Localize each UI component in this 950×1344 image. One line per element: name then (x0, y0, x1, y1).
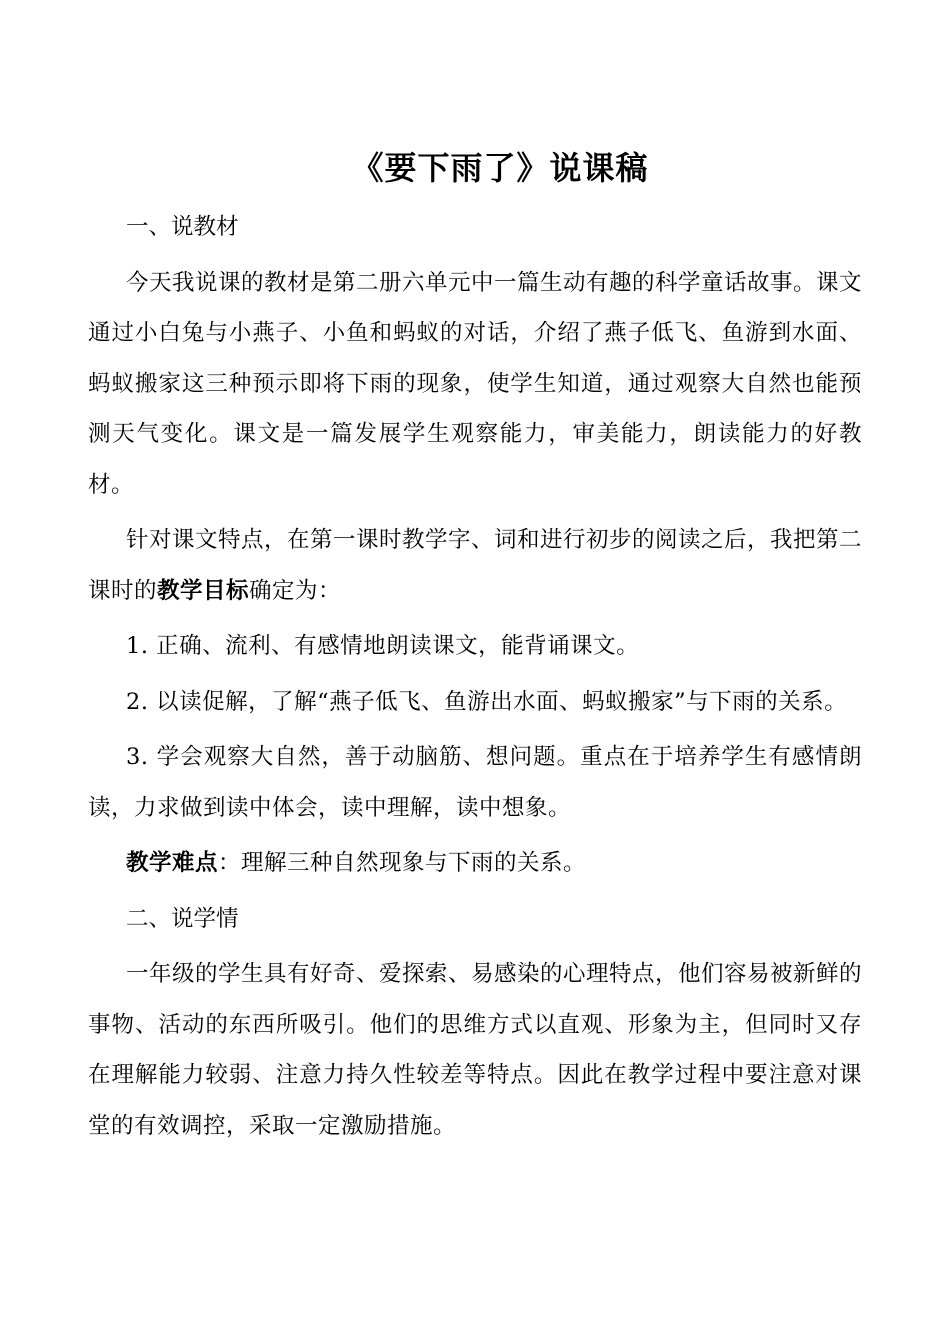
paragraph-teaching-difficulty (88, 838, 862, 889)
document-page (88, 140, 862, 1156)
document-title: 《要下雨了》说课稿 (351, 149, 649, 187)
paragraph-student-situation: 一年级的学生具有好奇、爱探索、易感染的心理特点，他们容易被新鲜的事物、活动的东西所吸引。他们的思维方式以直观、形象为主，但同时又存在理解能力较弱、注意力持久性较差等特点。因此在教学过程中要注意对课堂的有效调控，采取一定激励措施。 (88, 961, 863, 1139)
goals-intro-suffix: 确定为： (249, 577, 342, 604)
goals-intro-text: 针对课文特点，在第一课时教学字、词和进行初步的阅读之后，我把第二课时的 (88, 527, 863, 604)
section-heading-student-situation: 二、说学情 (126, 905, 239, 932)
paragraph-material-intro: 今天我说课的教材是第二册六单元中一篇生动有趣的科学童话故事。课文通过小白兔与小燕子、小鱼和蚂蚁的对话，介绍了燕子低飞、鱼游到水面、蚂蚁搬家这三种预示即将下雨的现象，使学生知道，通过观察大自然也能预测天气变化。课文是一篇发展学生观察能力，审美能力，朗读能力的好教材。 (88, 269, 863, 498)
paragraph-teaching-goals-intro (88, 515, 862, 616)
teaching-difficulty-label: 教学难点 (126, 850, 219, 876)
teaching-goals-label: 教学目标 (157, 577, 250, 604)
section-heading-teaching-material: 一、说教材 (126, 214, 239, 240)
teaching-goal-2: 2. 以读促解，了解“燕子低飞、鱼游出水面、蚂蚁搬家”与下雨的关系。 (126, 688, 848, 715)
teaching-goal-1: 1. 正确、流利、有感情地朗读课文，能背诵课文。 (126, 633, 640, 659)
teaching-difficulty-text: ：理解三种自然现象与下雨的关系。 (218, 850, 587, 876)
teaching-goal-3: 3. 学会观察大自然，善于动脑筋、想问题。重点在于培养学生有感情朗读，力求做到读中体会，读中理解，读中想象。 (88, 744, 862, 821)
